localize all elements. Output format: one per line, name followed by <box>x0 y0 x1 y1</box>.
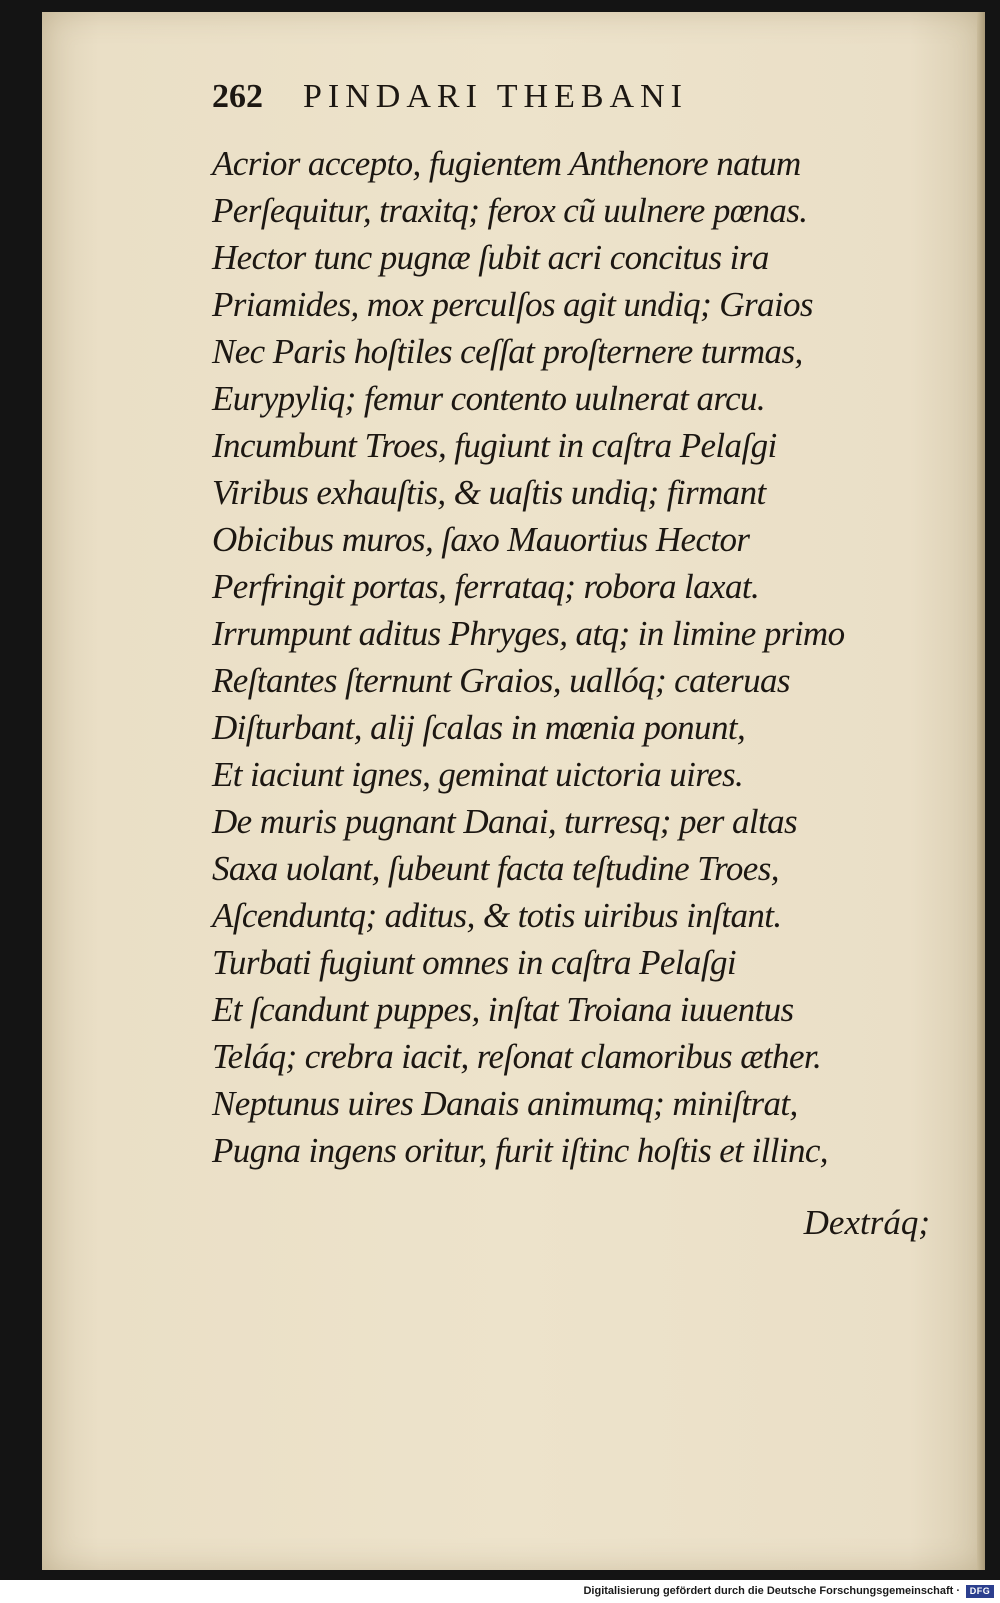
verse-line-12: Reſtantes ſternunt Graios, uallóq; cateruas <box>212 661 790 700</box>
verse-line-16: Saxa uolant, ſubeunt facta teſtudine Troes, <box>212 849 779 888</box>
verse-line-5: Nec Paris hoſtiles ceſſat proſternere turmas, <box>212 332 803 371</box>
verse-line-11: Irrumpunt aditus Phryges, atq; in limine primo <box>212 614 845 653</box>
page-edge-shadow <box>977 12 985 1570</box>
verse-line-8: Viribus exhauſtis, & uaſtis undiq; firmant <box>212 473 766 512</box>
verse-line-20: Teláq; crebra iacit, reſonat clamoribus æther. <box>212 1037 822 1076</box>
verse-line-1: Acrior accepto, fugientem Anthenore natum <box>212 144 801 183</box>
verse-line-10: Perfringit portas, ferrataq; robora laxat. <box>212 567 760 606</box>
catchword: Dextráq; <box>803 1203 930 1242</box>
verse-line-7: Incumbunt Troes, fugiunt in caſtra Pelaſgi <box>212 426 777 465</box>
verse-line-19: Et ſcandunt puppes, inſtat Troiana iuuentus <box>212 990 794 1029</box>
verse-line-14: Et iaciunt ignes, geminat uictoria uires. <box>212 755 744 794</box>
verse-line-9: Obicibus muros, ſaxo Mauortius Hector <box>212 520 750 559</box>
verse-line-13: Diſturbant, alij ſcalas in mœnia ponunt, <box>212 708 746 747</box>
verse-line-2: Perſequitur, traxitq; ferox cũ uulnere pœnas. <box>212 191 808 230</box>
digitization-credit: Digitalisierung gefördert durch die Deutsche Forschungsgemeinschaft · <box>583 1585 960 1597</box>
page-header <box>212 78 912 138</box>
verse-line-17: Aſcenduntq; aditus, & totis uiribus inſtant. <box>212 896 782 935</box>
verse-line-18: Turbati fugiunt omnes in caſtra Pelaſgi <box>212 943 736 982</box>
verse-line-21: Neptunus uires Danais animumq; miniſtrat, <box>212 1084 798 1123</box>
page-number: 262 <box>212 78 263 115</box>
verse-line-22: Pugna ingens oritur, furit iſtinc hoſtis et illinc, <box>212 1131 828 1170</box>
verse-line-15: De muris pugnant Danai, turresq; per altas <box>212 802 798 841</box>
verse-line-6: Eurypyliq; femur contento uulnerat arcu. <box>212 379 766 418</box>
verse-line-4: Priamides, mox perculſos agit undiq; Graios <box>212 285 813 324</box>
running-title: PINDARI THEBANI <box>303 78 688 115</box>
verse-text <box>212 140 912 1174</box>
dfg-logo-icon: DFG <box>966 1585 994 1598</box>
verse-line-3: Hector tunc pugnæ ſubit acri concitus ira <box>212 238 769 277</box>
